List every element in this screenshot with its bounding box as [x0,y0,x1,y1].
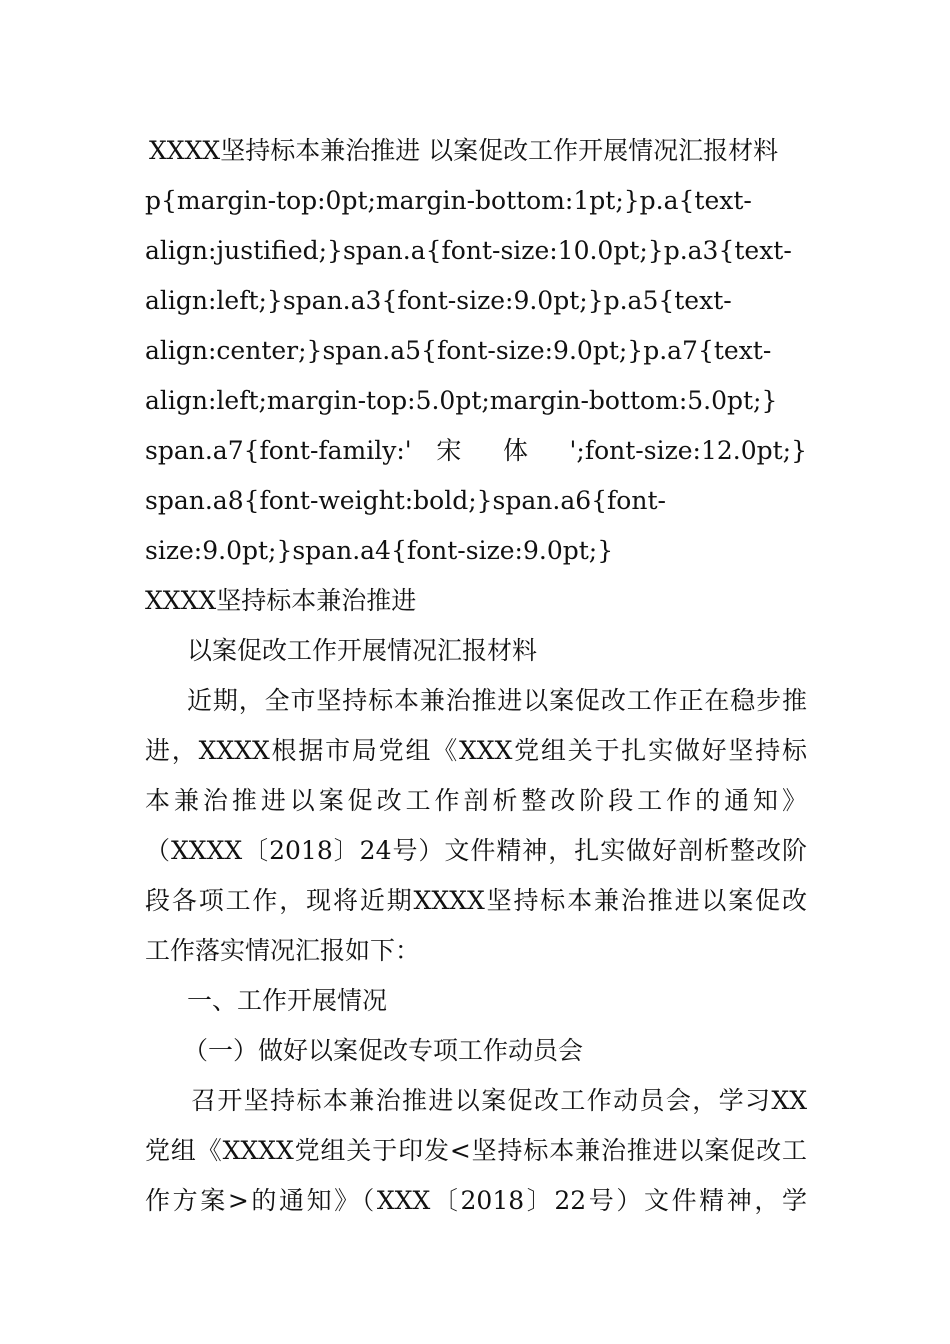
paragraph-line: （XXXX〔2018〕24号）文件精神，扎实做好剖析整改阶 [145,836,807,865]
css-text-line: align:left;margin-top:5.0pt;margin-bottom:5.0pt;} [145,386,778,415]
subsection-heading: （一）做好以案促改专项工作动员会 [183,1036,584,1065]
css-text-line: span.a7{font-family:' 宋 体 ';font-size:12.0pt;} [145,436,807,465]
css-text-line: size:9.0pt;}span.a4{font-size:9.0pt;} [145,536,614,565]
paragraph-line: 段各项工作，现将近期XXXX坚持标本兼治推进以案促改 [145,886,807,915]
paragraph-line: 党组《XXXX党组关于印发<坚持标本兼治推进以案促改工 [145,1136,807,1165]
heading-line: 以案促改工作开展情况汇报材料 [187,636,538,665]
document-body [145,126,807,1226]
section-heading: 一、工作开展情况 [187,986,388,1015]
css-text-line: p{margin-top:0pt;margin-bottom:1pt;}p.a{text- [145,186,752,215]
paragraph-line: 近期，全市坚持标本兼治推进以案促改工作正在稳步推 [187,686,807,715]
css-text-line: span.a8{font-weight:bold;}span.a6{font- [145,486,666,515]
css-text-line: align:left;}span.a3{font-size:9.0pt;}p.a5{text- [145,286,732,315]
css-text-line: align:justified;}span.a{font-size:10.0pt;}p.a3{text- [145,236,792,265]
paragraph-line: 进，XXXX根据市局党组《XXX党组关于扎实做好坚持标 [145,736,807,765]
paragraph-line: 作方案>的通知》（XXX〔2018〕22号）文件精神，学 [145,1186,807,1215]
paragraph-line: 本兼治推进以案促改工作剖析整改阶段工作的通知》 [145,786,807,815]
heading-line: XXXX坚持标本兼治推进 [145,586,417,615]
paragraph-line: 召开坚持标本兼治推进以案促改工作动员会，学习XX [191,1086,807,1115]
document-title: XXXX坚持标本兼治推进 以案促改工作开展情况汇报材料 [149,136,779,165]
paragraph-line: 工作落实情况汇报如下： [145,936,421,965]
css-text-line: align:center;}span.a5{font-size:9.0pt;}p.a7{text- [145,336,772,365]
